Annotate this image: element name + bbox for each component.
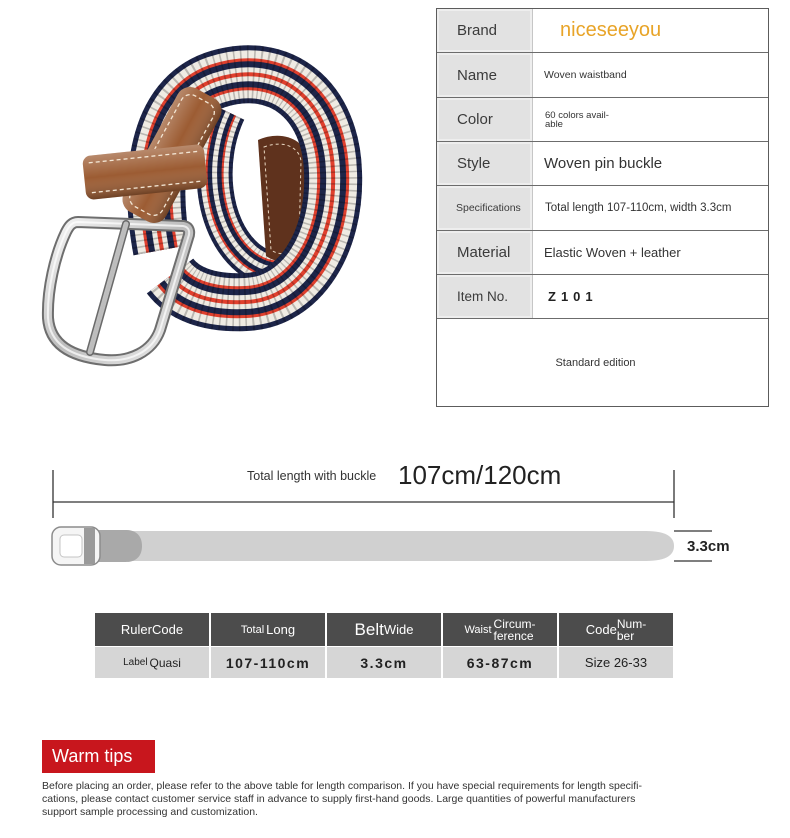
buckle-prong: [90, 224, 126, 352]
warm-tips-line: Before placing an order, please refer to the above table for length comparison. If you have special requirements for length specifi-: [42, 780, 643, 792]
length-caption: Total length with buckle: [247, 469, 377, 483]
diagram-buckle-bar: [84, 528, 95, 564]
diagram-strap: [120, 531, 674, 561]
header-cell-waist-circumference: [443, 613, 559, 646]
diagram-leather-tab: [98, 530, 142, 562]
spec-label-material: Material: [437, 231, 533, 274]
belt-product-photo: [30, 40, 370, 380]
row-cell-belt-wide: [327, 647, 443, 678]
length-value: 107cm/120cm: [398, 460, 562, 490]
header-cell-total-long: [211, 613, 327, 646]
header-prefix: Code: [585, 622, 617, 637]
header-label: Wide: [383, 621, 414, 637]
spec-label-style: Style: [437, 142, 533, 185]
row-cell-total-long: [211, 647, 327, 678]
leather-keeper: [82, 144, 208, 201]
row-value: Quasi: [149, 655, 181, 670]
header-prefix: Belt: [354, 619, 384, 639]
header-cell-code-number: [559, 613, 673, 646]
spec-row-color: [437, 98, 768, 142]
width-value: 3.3cm: [687, 538, 730, 555]
spec-label-item-no: Item No.: [437, 275, 533, 318]
header-label: Num- ber: [616, 616, 647, 643]
row-value: 63-87cm: [466, 654, 534, 671]
warm-tips-line: cations, please contact customer service staff in advance to supply first-hand goods. Large quantities of powerful manufacturers: [42, 793, 636, 805]
spec-value-style: Woven pin buckle: [544, 155, 663, 172]
belt-length-diagram: [40, 455, 750, 580]
row-value: Size 26-33: [584, 654, 648, 670]
spec-row-name: [437, 53, 768, 98]
header-label: Long: [266, 621, 296, 637]
spec-value-color: 60 colors avail- able: [545, 109, 609, 130]
row-cell-label: [95, 647, 211, 678]
spec-row-style: [437, 142, 768, 186]
spec-value-name: Woven waistband: [544, 69, 627, 81]
diagram-buckle-opening: [60, 535, 82, 557]
header-cell-ruler-code: [95, 613, 211, 646]
spec-value-specifications: Total length 107-110cm, width 3.3cm: [545, 202, 732, 214]
warm-tips-badge: Warm tips: [42, 740, 155, 773]
warm-tips-text: [42, 780, 642, 819]
spec-label-color: Color: [437, 98, 533, 141]
spec-edition: Standard edition: [555, 356, 636, 369]
size-table-row: [95, 646, 673, 678]
spec-row-specifications: [437, 186, 768, 231]
size-table: [95, 613, 673, 678]
spec-value-item-no: Z101: [548, 289, 598, 304]
spec-value-material: Elastic Woven + leather: [544, 245, 681, 260]
spec-label-brand: Brand: [437, 9, 533, 52]
header-label: RulerCode: [120, 621, 184, 637]
spec-row-item-no: [437, 275, 768, 319]
size-table-header: [95, 613, 673, 646]
row-cell-waist: [443, 647, 559, 678]
spec-row-material: [437, 231, 768, 275]
spec-table: [436, 8, 769, 407]
spec-value-brand: niceseeyou: [560, 19, 662, 41]
spec-label-specifications: Specifications: [437, 186, 533, 230]
spec-label-name: Name: [437, 53, 533, 97]
header-label: Circum- ference: [493, 616, 536, 643]
spec-row-brand: [437, 9, 768, 53]
header-cell-belt-wide: [327, 613, 443, 646]
header-prefix: Total: [240, 623, 265, 636]
row-value: 107-110cm: [225, 654, 311, 671]
row-cell-size-code: [559, 647, 673, 678]
warm-tips-line: support sample processing and customization.: [42, 806, 258, 818]
row-value: 3.3cm: [360, 654, 408, 671]
row-prefix: Label: [123, 657, 148, 668]
header-prefix: Waist: [464, 623, 492, 636]
